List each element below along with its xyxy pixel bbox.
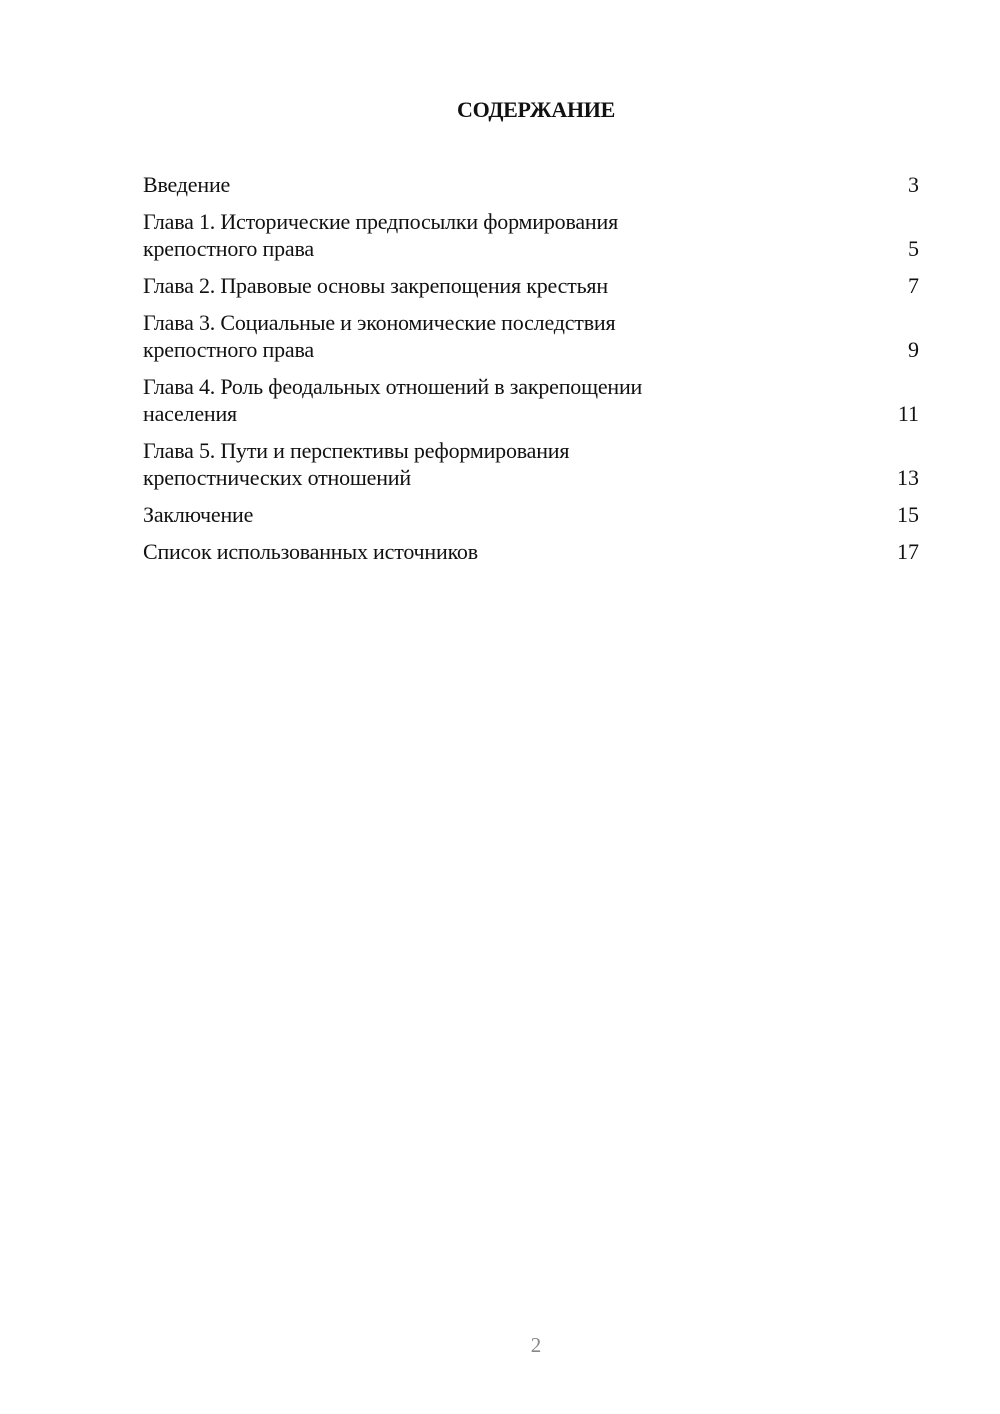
toc-entry-chapter-1 [143, 208, 919, 262]
toc-entry-label: Глава 2. Правовые основы закрепощения крестьян [143, 273, 608, 298]
toc-entry-page: 17 [897, 539, 919, 564]
toc-entry-label: Заключение [143, 502, 254, 527]
toc-entry-label: Глава 4. Роль феодальных отношений в закрепощении населения [143, 374, 643, 426]
toc-entry-label: Список использованных источников [143, 539, 478, 564]
toc-entry-conclusion [143, 501, 919, 528]
toc-entry-chapter-5 [143, 437, 919, 491]
toc-entry-label: Глава 1. Исторические предпосылки формирования крепостного права [143, 209, 618, 261]
toc-entry-page: 11 [897, 401, 919, 426]
table-of-contents [143, 171, 919, 575]
toc-entry-chapter-2 [143, 272, 919, 299]
toc-entry-page: 15 [897, 502, 919, 527]
toc-entry-label: Глава 5. Пути и перспективы реформирования крепостнических отношений [143, 438, 570, 490]
toc-entry-page: 13 [897, 465, 919, 490]
toc-entry-page: 5 [908, 236, 919, 261]
page-number: 2 [530, 1333, 542, 1357]
toc-entry-label: Глава 3. Социальные и экономические последствия крепостного права [143, 310, 616, 362]
page-title: СОДЕРЖАНИЕ [457, 97, 615, 122]
toc-entry-chapter-3 [143, 309, 919, 363]
toc-entry-references [143, 538, 919, 565]
toc-entry-chapter-4 [143, 373, 919, 427]
toc-entry-page: 9 [908, 337, 919, 362]
toc-entry-page: 7 [908, 273, 919, 298]
toc-entry-label: Введение [143, 172, 231, 197]
toc-entry-page: 3 [908, 172, 919, 197]
toc-entry-introduction [143, 171, 919, 198]
